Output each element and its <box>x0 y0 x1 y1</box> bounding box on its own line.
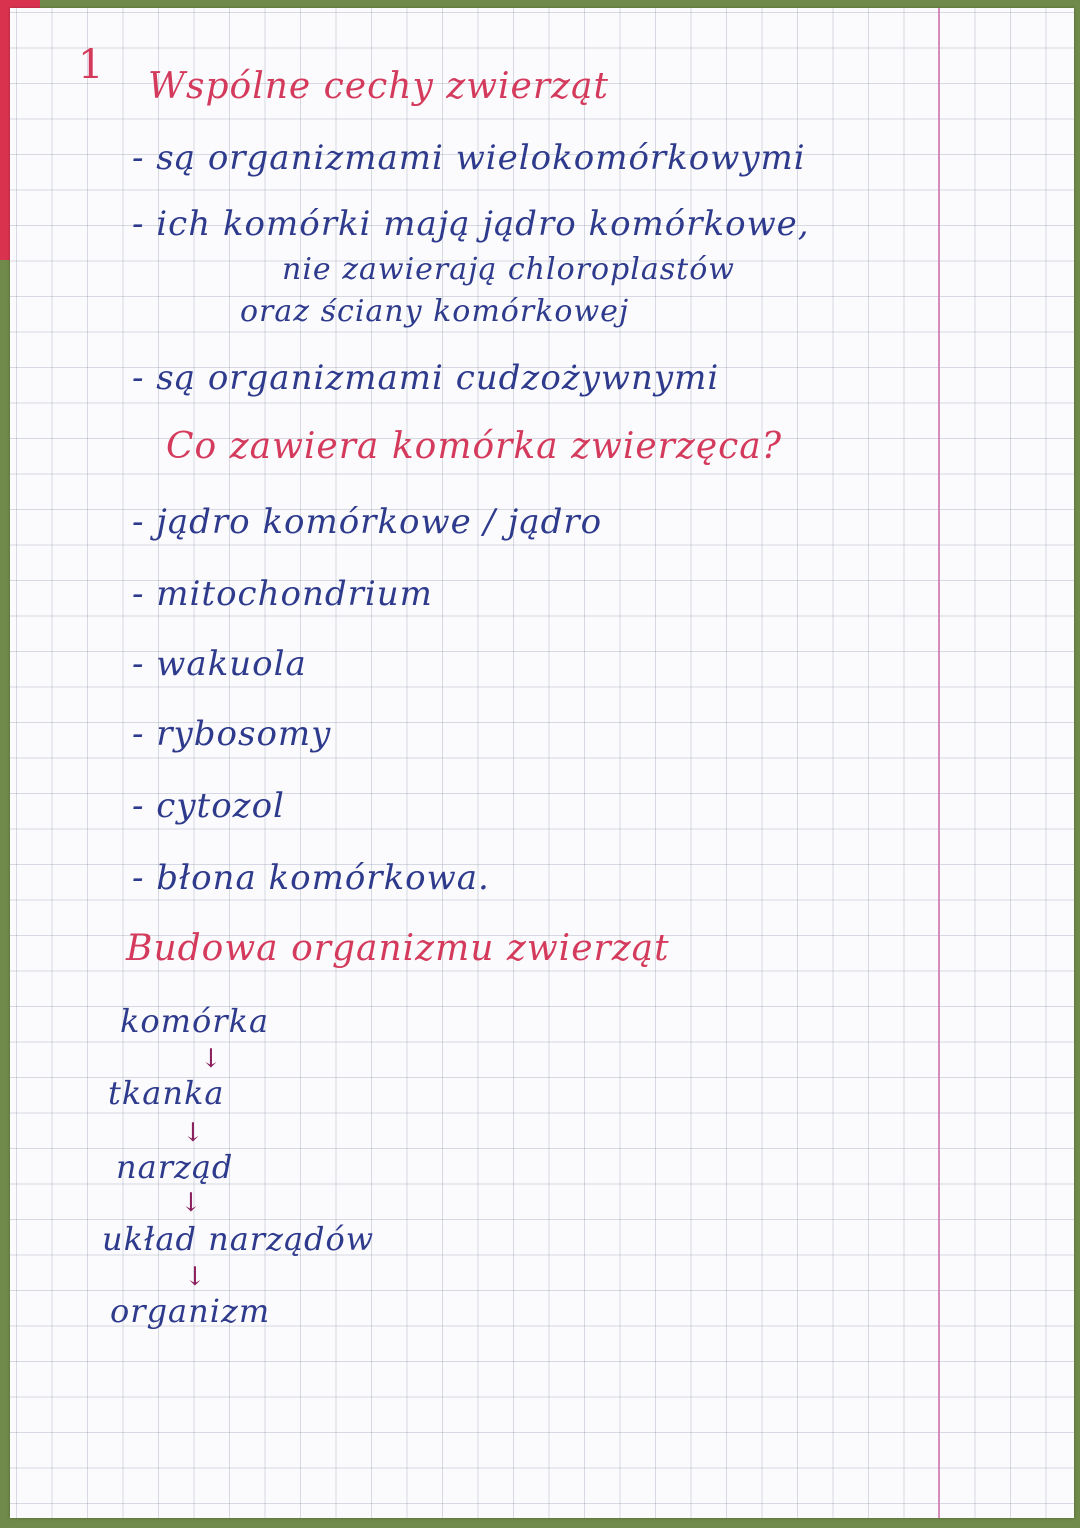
list-item: - błona komórkowa. <box>132 858 490 898</box>
list-item-continuation: nie zawierają chloroplastów <box>282 252 735 287</box>
list-item: - jądro komórkowe / jądro <box>132 502 603 542</box>
list-item-continuation: oraz ściany komórkowej <box>240 294 630 329</box>
list-item: - wakuola <box>132 644 307 684</box>
notebook-page <box>10 8 1074 1518</box>
down-arrow-icon: ↓ <box>200 1044 223 1074</box>
page-number: 1 <box>78 42 105 88</box>
flow-step-cell: komórka <box>120 1002 270 1040</box>
down-arrow-icon: ↓ <box>180 1188 203 1218</box>
list-item: - są organizmami cudzożywnymi <box>132 358 720 398</box>
section-heading-common-features: Wspólne cechy zwierząt <box>148 66 609 107</box>
list-item: - rybosomy <box>132 714 332 754</box>
flow-step-tissue: tkanka <box>108 1074 225 1112</box>
flow-step-organ: narząd <box>116 1148 234 1186</box>
list-item: - mitochondrium <box>132 574 433 614</box>
margin-line <box>938 8 940 1518</box>
list-item: - ich komórki mają jądro komórkowe, <box>132 204 810 244</box>
list-item: - cytozol <box>132 786 285 826</box>
down-arrow-icon: ↓ <box>182 1118 205 1148</box>
section-heading-organism-structure: Budowa organizmu zwierząt <box>126 928 670 969</box>
down-arrow-icon: ↓ <box>184 1262 207 1292</box>
section-heading-animal-cell: Co zawiera komórka zwierzęca? <box>166 426 783 467</box>
list-item: - są organizmami wielokomórkowymi <box>132 138 806 178</box>
flow-step-organism: organizm <box>110 1292 271 1330</box>
flow-step-organ-system: układ narządów <box>102 1220 375 1258</box>
